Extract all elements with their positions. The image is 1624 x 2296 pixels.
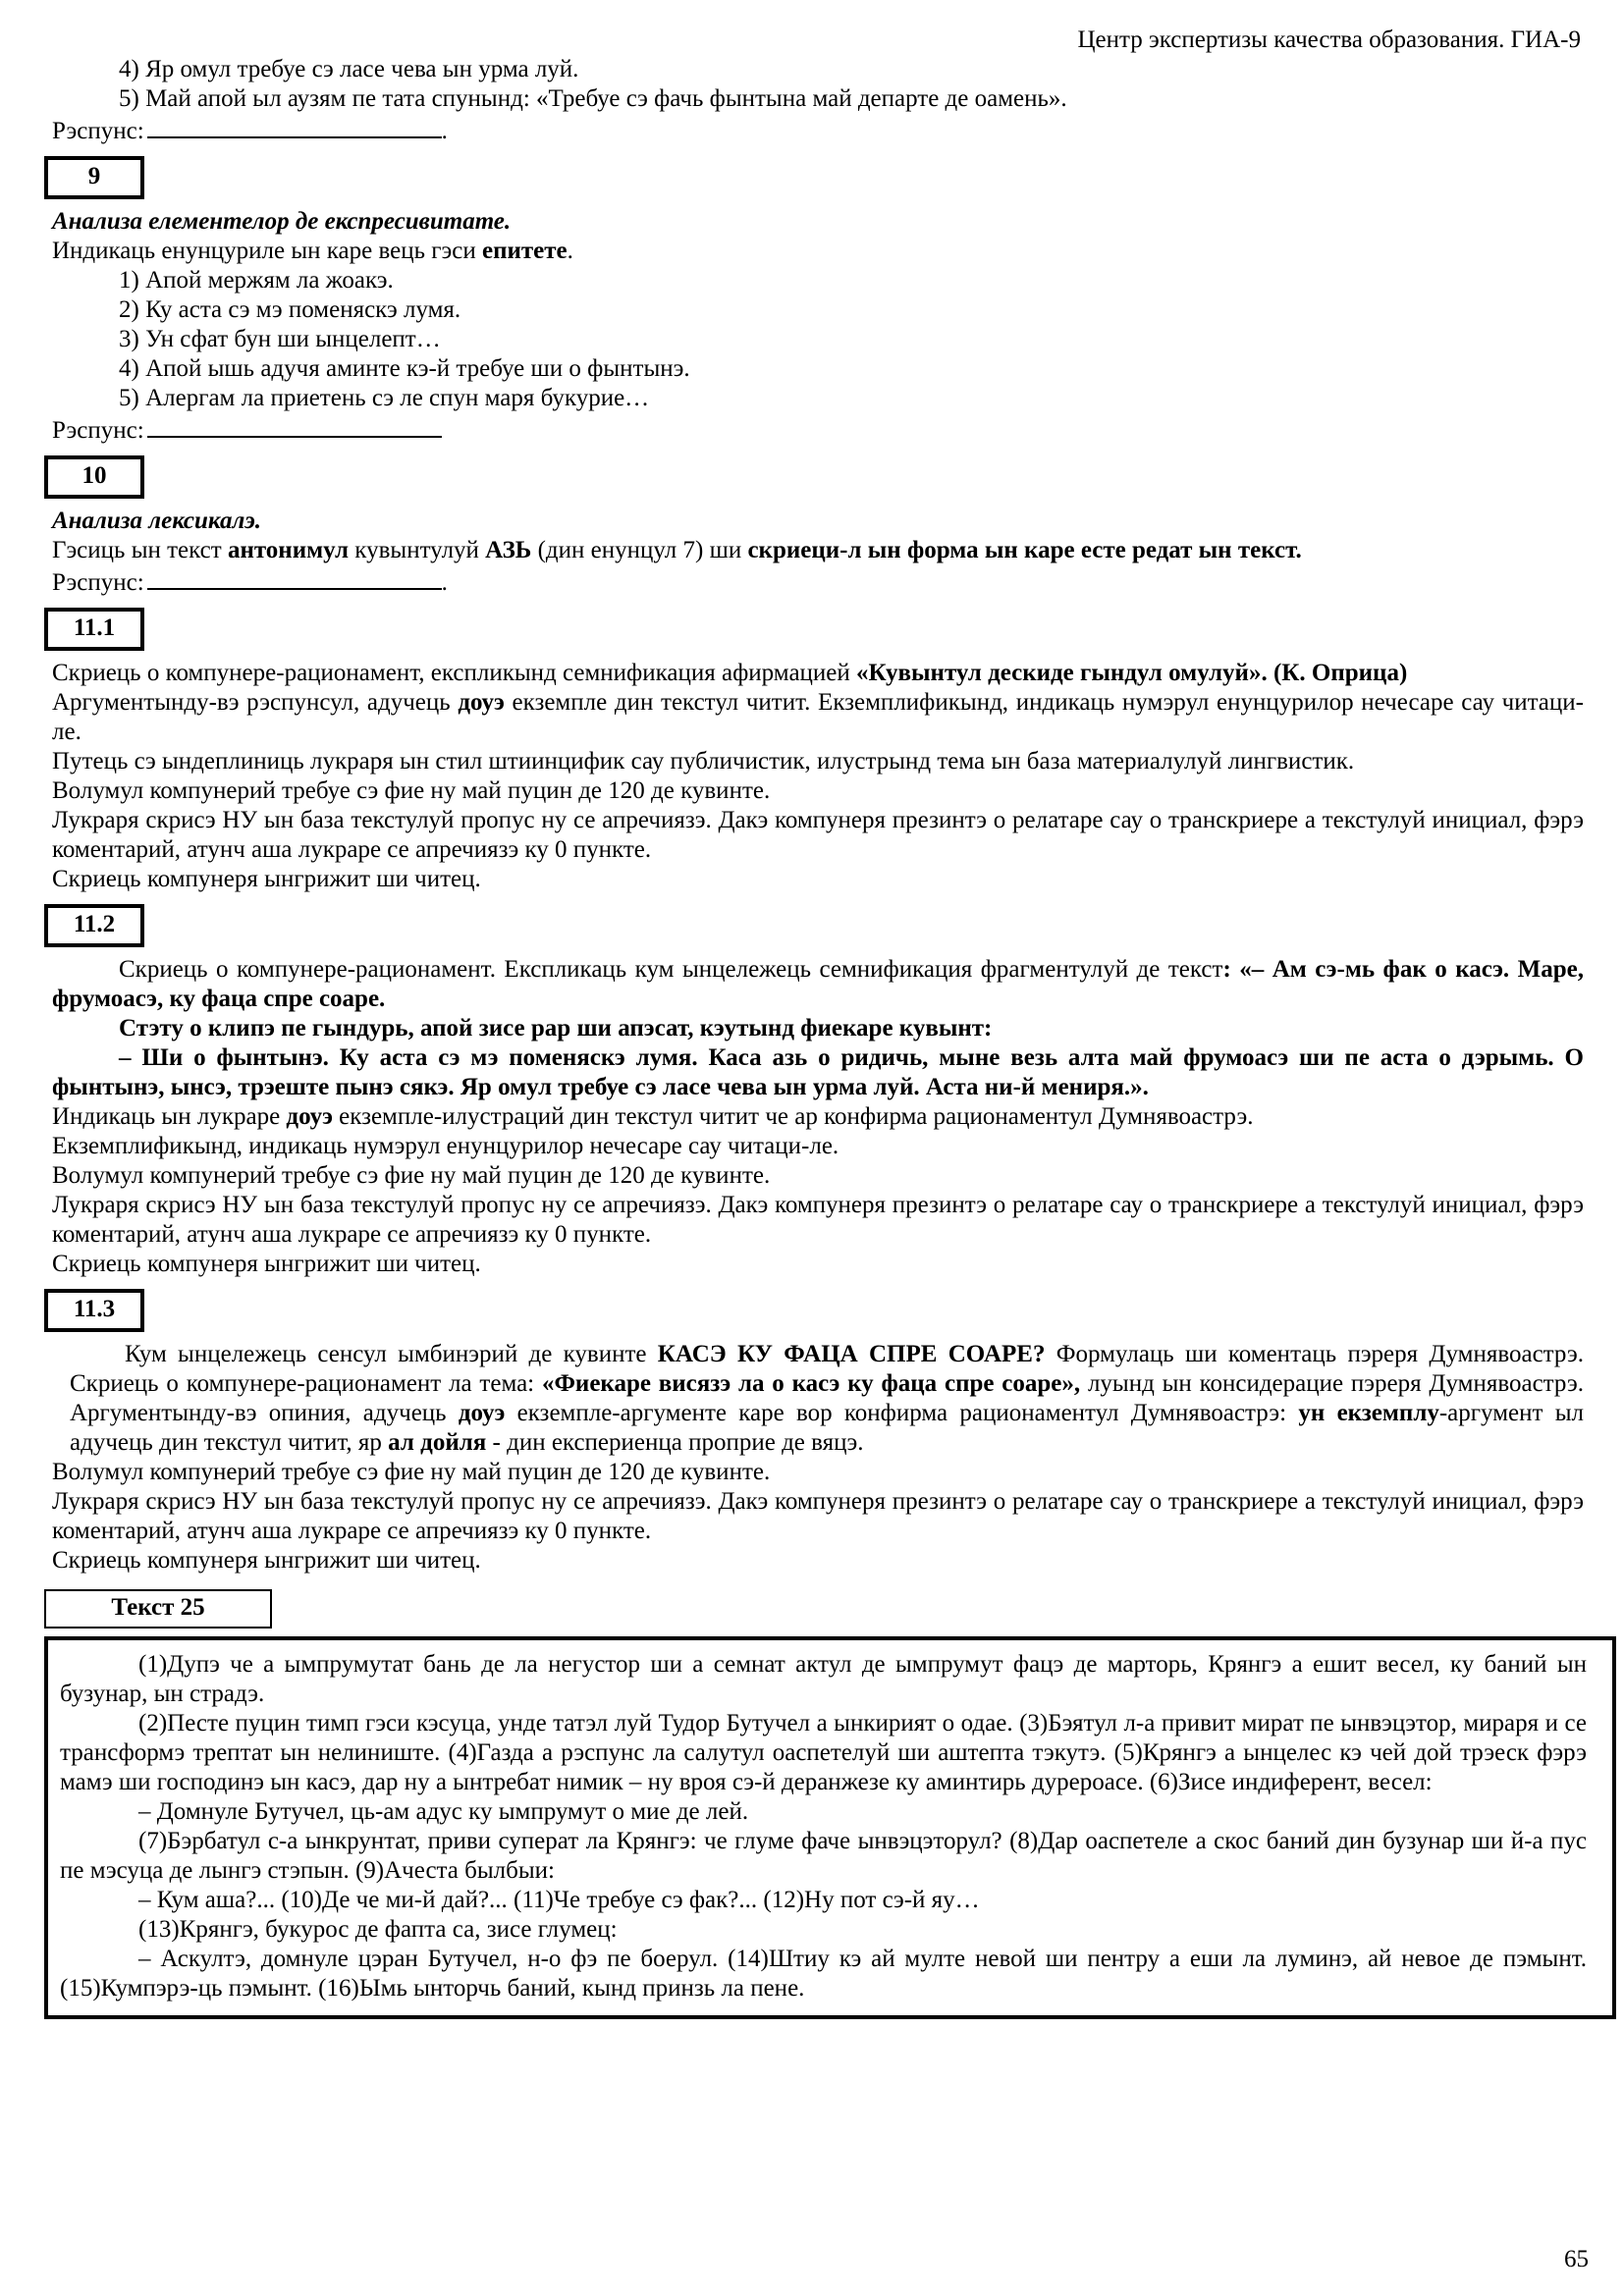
q9-item-3: 3) Ун сфат бун ши ынцелепт… xyxy=(119,326,441,352)
q11-3-volume-note: Волумул компунерий требуе сэ фие ну май пуцин де 120 де кувинте. xyxy=(52,1459,771,1485)
q11-2-quote-line: Стэту о клипэ пе гындурь, апой зисе рар ши апэсат, кэутынд фиекаре кувынт: xyxy=(119,1015,993,1041)
q11-2-paragraph: Екземплификынд, индикаць нумэрул енунцурилор нечесаре сау читаци-ле. xyxy=(52,1133,839,1159)
page-header: Центр экспертизы качества образования. ГИА-9 xyxy=(1077,27,1581,53)
text25-paragraph: (13)Крянгэ, букурос де фапта са, зисе глумец: xyxy=(138,1916,618,1943)
q11-3-paragraph: Кум ынцележець сенсул ымбинэрий де кувинте КАСЭ КУ ФАЦА СПРЕ СОАРЕ? Формулаць ши коментаць пэреря Думнявоастрэ. Скриець о компунере-рационамент ла тема: «Фиекаре висязэ ла о касэ ку фаца спре соаре», луынд ын консидерацие пэреря Думнявоастрэ. Аргументынду-вэ опиния, адучець доуэ екземпле-аргументе каре вор конфирма рационаментул Думнявоастрэ: ун екземплу-аргумент ыл адучець дин текстул читит, яр ал дойля - дин експериенца проприе де вяцэ. xyxy=(70,1341,1585,1456)
q9-prompt: Индикаць енунцуриле ын каре вець гэси епитете. xyxy=(52,238,573,264)
response-line-intro xyxy=(52,117,1584,146)
q11-1-grading-note: Лукраря скрисэ НУ ын база текстулуй пропус ну се апречиязэ. Дакэ компунеря презинтэ о релатаре сау о транскриере а текстулуй инициал, фэрэ коментарий, атунч аша лукраре се апречиязэ ку 0 пункте. xyxy=(52,807,1584,863)
question-box-9 xyxy=(44,156,144,199)
response-label: Рэспунс: xyxy=(52,118,144,144)
question-number: 11.2 xyxy=(73,911,116,937)
question-number: 10 xyxy=(81,462,107,489)
q10-title: Анализа лексикалэ. xyxy=(52,507,261,534)
response-label: Рэспунс: xyxy=(52,417,144,444)
text25-paragraph: (2)Песте пуцин тимп гэси кэсуца, унде татэл луй Тудор Бутучел а ынкирият о одае. (3)Бэятул л-а привит мират пе ынвэцэтор, мираря и се трансформэ трептат ын нелиниште. (4)Газда а рэспунс ла салутул оаспетелуй ши аштепта тэкутэ. (5)Крянгэ а ынцелес кэ чей дой трэеск фэрэ мамэ ши господинэ ын касэ, дар ну а ынтребат нимик – ну вроя сэ-й деранжезе ку аминтирь дурероасе. (6)Зисе индиферент, весел: xyxy=(60,1710,1587,1795)
answer-blank-line xyxy=(147,418,442,438)
q11-3-neat-note: Скриець компунеря ынгрижит ши читец. xyxy=(52,1547,481,1574)
question-box-11-1 xyxy=(44,608,144,651)
q9-title: Анализа елементелор де експресивитате. xyxy=(52,208,512,235)
response-line-q9 xyxy=(52,416,1584,446)
q11-2-volume-note: Волумул компунерий требуе сэ фие ну май пуцин де 120 де кувинте. xyxy=(52,1162,771,1189)
response-period: . xyxy=(441,118,448,144)
question-box-11-3 xyxy=(44,1289,144,1332)
q11-1-paragraph: Путець сэ ындеплиниць лукраря ын стил штиинцифик сау публичистик, илустрынд тема ын база материалулуй лингвистик. xyxy=(52,748,1355,774)
q11-1-paragraph: Скриець о компунере-рационамент, експликынд семнификация афирмацией «Кувынтул дескиде гындул омулуй». (К. Оприца) xyxy=(52,660,1408,686)
text25-paragraph: (7)Бэрбатул с-а ынкрунтат, приви суперат ла Крянгэ: че глуме фаче ынвэцэторул? (8)Дар оаспетеле а скос баний дин бузунар ши й-а пус пе мэсуца де лынгэ стэпын. (9)Ачеста былбыи: xyxy=(60,1828,1587,1884)
q11-1-volume-note: Волумул компунерий требуе сэ фие ну май пуцин де 120 де кувинте. xyxy=(52,777,771,804)
q11-2-paragraph: Скриець о компунере-рационамент. Експликаць кум ынцележець семнификация фрагментулуй де текст: «– Ам сэ-мь фак о касэ. Маре, фрумоасэ, ку фаца спре соаре. xyxy=(52,956,1585,1012)
text25-paragraph: – Домнуле Бутучел, ць-ам адус ку ымпрумут о мие де лей. xyxy=(138,1798,749,1825)
response-line-q10 xyxy=(52,568,1584,598)
q11-2-grading-note: Лукраря скрисэ НУ ын база текстулуй пропус ну се апречиязэ. Дакэ компунеря презинтэ о релатаре сау о транскриере а текстулуй инициал, фэрэ коментарий, атунч аша лукраре се апречиязэ ку 0 пункте. xyxy=(52,1192,1584,1248)
text25-paragraph: – Кум аша?... (10)Де че ми-й дай?... (11)Че требуе сэ фак?... (12)Ну пот сэ-й яу… xyxy=(138,1887,980,1913)
q11-1-paragraph: Аргументынду-вэ рэспунсул, адучець доуэ екземпле дин текстул читит. Екземплификынд, индикаць нумэрул енунцурилор нечесаре сау читаци-ле. xyxy=(52,689,1584,745)
question-box-11-2 xyxy=(44,904,144,947)
text25-box xyxy=(44,1636,1616,2019)
intro-item-4: 4) Яр омул требуе сэ ласе чева ын урма луй. xyxy=(119,56,579,82)
question-number: 11.1 xyxy=(73,614,116,641)
intro-item-5: 5) Май апой ыл аузям пе тата спунынд: «Требуе сэ фачь фынтына май департе де оамень». xyxy=(119,85,1067,112)
answer-blank-line xyxy=(147,119,442,138)
text25-label: Текст 25 xyxy=(111,1594,205,1621)
response-period: . xyxy=(441,569,448,596)
q11-2-neat-note: Скриець компунеря ынгрижит ши читец. xyxy=(52,1251,481,1277)
q11-2-quote-paragraph: – Ши о фынтынэ. Ку аста сэ мэ поменяскэ лумя. Каса азь о ридичь, мыне везь алта май фрумоасэ ши пе аста о дэрымь. О фынтынэ, ынсэ, трэеште пынэ сякэ. Яр омул требуе сэ ласе чева ын урма луй. Аста ни-й мениря.». xyxy=(52,1044,1584,1100)
response-label: Рэспунс: xyxy=(52,569,144,596)
text25-paragraph: (1)Дупэ че а ымпрумутат бань де ла негустор ши а семнат актул де ымпрумут фацэ де марторь, Крянгэ а ешит весел, ку баний ын бузунар, ын страдэ. xyxy=(60,1651,1587,1707)
q10-prompt: Гэсиць ын текст антонимул кувынтулуй АЗЬ (дин енунцул 7) ши скриеци-л ын форма ын каре есте редат ын текст. xyxy=(52,537,1302,563)
q9-item-5: 5) Алергам ла приетень сэ ле спун маря букурие… xyxy=(119,385,650,411)
q9-item-1: 1) Апой мержям ла жоакэ. xyxy=(119,267,394,294)
text25-paragraph: – Аскултэ, домнуле цэран Бутучел, н-о фэ пе боерул. (14)Штиу кэ ай мулте невой ши пентру а еши ла луминэ, ай невое де пэмынт. (15)Кумпэрэ-ць пэмынт. (16)Ымь ынторчь баний, кынд принзь ла пене. xyxy=(60,1946,1587,2002)
q11-2-paragraph: Индикаць ын лукраре доуэ екземпле-илустраций дин текстул читит че ар конфирма рационаментул Думнявоастрэ. xyxy=(52,1103,1254,1130)
q9-item-4: 4) Апой ышь адучя аминте кэ-й требуе ши о фынтынэ. xyxy=(119,355,690,382)
page-content xyxy=(52,55,1587,2019)
q9-item-2: 2) Ку аста сэ мэ поменяскэ лумя. xyxy=(119,296,461,323)
question-number: 11.3 xyxy=(73,1296,116,1322)
question-number: 9 xyxy=(87,163,101,189)
answer-blank-line xyxy=(147,570,442,590)
q11-3-grading-note: Лукраря скрисэ НУ ын база текстулуй пропус ну се апречиязэ. Дакэ компунеря презинтэ о релатаре сау о транскриере а текстулуй инициал, фэрэ коментарий, атунч аша лукраре се апречиязэ ку 0 пункте. xyxy=(52,1488,1584,1544)
text25-label-box xyxy=(44,1589,272,1629)
page-number: 65 xyxy=(1564,2246,1589,2272)
question-box-10 xyxy=(44,455,144,499)
q11-1-neat-note: Скриець компунеря ынгрижит ши читец. xyxy=(52,866,481,892)
